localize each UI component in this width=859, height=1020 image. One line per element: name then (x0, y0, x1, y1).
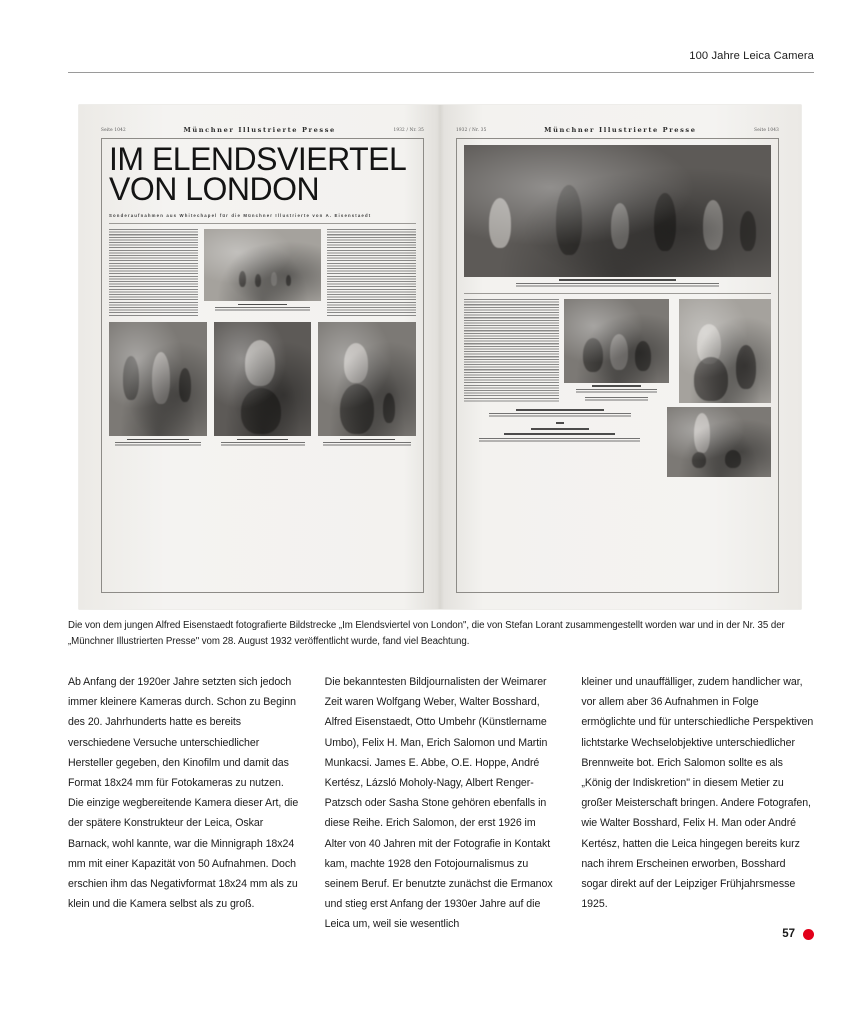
running-header-title: 100 Jahre Leica Camera (689, 50, 814, 62)
body-text (68, 672, 814, 935)
magazine-spread-figure (79, 105, 801, 609)
photo-image (318, 322, 416, 436)
magazine-left-content (101, 138, 424, 593)
page-number: 57 (782, 928, 795, 940)
magazine-photo-shoes (667, 407, 771, 477)
magazine-masthead-right (456, 123, 779, 136)
magazine-photo-doorway (464, 145, 771, 277)
magazine-text-column-1 (109, 229, 198, 317)
photo-image (679, 299, 771, 403)
magazine-left-page (79, 105, 440, 609)
magazine-right-page (440, 105, 801, 609)
headline-line-1: IM ELENDSVIERTEL (109, 141, 407, 177)
masthead-folio-right: Seite 1043 (754, 127, 779, 132)
magazine-photo-woman-child (318, 322, 416, 447)
photo-image (564, 299, 669, 383)
body-column-3: kleiner und unauffälliger, zudem handlicher war, vor allem aber 36 Aufnahmen in Folge ermöglichte und für unterschiedliche Perspektiven lichtstarke Wechselobjektive unterschiedlicher Brennweite bot. Erich Salomon sollte es als „König der Indiskretion" in diesem Metier zu großer Meisterschaft bringen. Andere Fotografen, wie Walter Bosshard, Felix H. Man oder André Kertész, hatten die Leica hingegen bereits kurz nach ihrem Erscheinen erworben, Bosshard sogar direkt auf der Leipziger Frühjahrsmesse 1925. (581, 676, 814, 911)
headline-divider (109, 223, 416, 224)
photo-image (109, 322, 207, 436)
body-column-2: Die bekanntesten Bildjournalisten der Weimarer Zeit waren Wolfgang Weber, Walter Bosshard, Alfred Eisenstaedt, Otto Umbehr (Künstlername Umbo), Felix H. Man, Erich Salomon und Martin Munkacsi. James E. Abbe, O.E. Hoppe, André Kertész, Lázsló Moholy-Nagy, Albert Renger-Patzsch oder Sasha Stone gehören ebenfalls in diese Reihe. Erich Salomon, der erst 1926 im Alter von 40 Jahren mit der Fotografie in Kontakt kam, machte 1928 den Fotojournalismus zu seinem Beruf. Er benutzte zunächst die Ermanox und stieg erst Anfang der 1930er Jahre auf die Leica um, weil sie wesentlich (324, 676, 553, 931)
body-column-1: Ab Anfang der 1920er Jahre setzten sich jedoch immer kleinere Kameras durch. Schon zu Beginn des 20. Jahrhunderts hatte es bereits verschiedene Versuche unterschiedlicher Hersteller gegeben, den Kinofilm und damit das Format 18x24 mm für Fotokameras zu nutzen. Die einzige wegbereitende Kamera dieser Art, die der spätere Konstrukteur der Leica, Oskar Barnack, wohl kannte, war die Minnigraph 18x24 mm mit einer Kapazität von 50 Aufnahmen. Doch erschien ihm das Negativformat 18x24 mm als zu klein und die Kamera selbst als zu groß. (68, 676, 299, 911)
masthead-title-left: Münchner Illustrierte Presse (183, 125, 336, 134)
masthead-issue-left: 1932 / Nr. 35 (393, 127, 424, 132)
page-folio (782, 928, 814, 940)
folio-dot-icon (803, 929, 814, 940)
masthead-issue-right: 1932 / Nr. 35 (456, 127, 487, 132)
figure-caption: Die von dem jungen Alfred Eisenstaedt fotografierte Bildstrecke „Im Elendsviertel von London", die von Stefan Lorant zusammengestellt worden war und in der Nr. 35 der „Münchner Illustrierten Presse" vom 28. August 1932 veröffentlicht wurde, fand viel Beachtung. (68, 620, 785, 648)
magazine-photo-family (679, 299, 771, 403)
magazine-photo-portrait (214, 322, 312, 447)
magazine-masthead-left (101, 123, 424, 136)
running-header (68, 50, 814, 74)
magazine-bottom-text (464, 407, 656, 477)
headline-line-2: VON LONDON (109, 170, 320, 207)
magazine-headline (109, 141, 416, 207)
magazine-photo-yard (564, 299, 669, 403)
magazine-lower-block (109, 322, 416, 447)
photo-image (204, 229, 321, 301)
masthead-folio-left: Seite 1042 (101, 127, 126, 132)
magazine-text-column-3 (464, 299, 559, 403)
photo-image (667, 407, 771, 477)
photo-image (214, 322, 312, 436)
magazine-subhead: Sonderaufnahmen aus Whitechapel für die Münchner Illustrierte von A. Eisenstaedt (109, 212, 372, 218)
header-rule (68, 72, 814, 73)
magazine-middle-block (464, 299, 771, 403)
magazine-photo-women (109, 322, 207, 447)
magazine-bottom-block (464, 407, 771, 477)
magazine-photo-street (204, 229, 321, 317)
masthead-title-right: Münchner Illustrierte Presse (544, 125, 697, 134)
magazine-spread (79, 105, 801, 609)
magazine-upper-block (109, 229, 416, 317)
magazine-right-content (456, 138, 779, 593)
magazine-text-column-2 (327, 229, 416, 317)
